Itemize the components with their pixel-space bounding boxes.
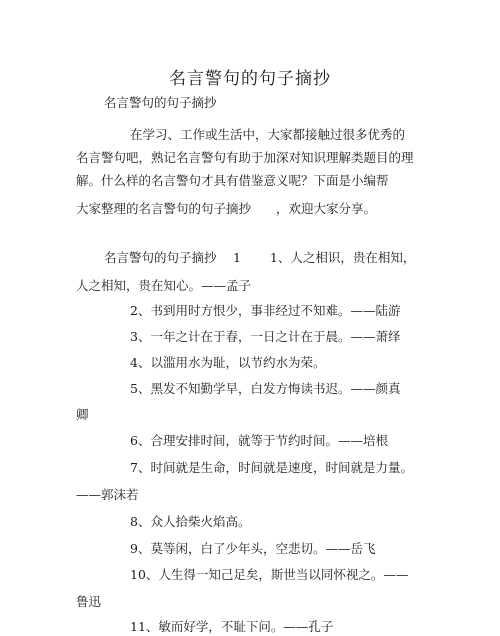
quote-line: 鲁迅 (76, 594, 102, 609)
quote-line: 8、众人拾柴火焰高。 (130, 514, 251, 529)
quote-line: 7、时间就是生命，时间就是速度，时间就是力量。 (130, 460, 413, 475)
quote-line: 2、书到用时方恨少，事非经过不知难。——陆游 (130, 303, 401, 318)
document-title: 名言警句的句子摘抄 (169, 69, 331, 89)
intro-line: 大家整理的名言警句的句子摘抄 ，欢迎大家分享。 (76, 201, 377, 216)
quote-line: 人之相知，贵在知心。——孟子 (76, 278, 252, 293)
quote-line: ——郭沫若 (76, 487, 139, 502)
document-subtitle: 名言警句的句子摘抄 (104, 95, 217, 110)
section-header: 名言警句的句子摘抄 1 1、人之相识，贵在相知， (104, 250, 416, 265)
intro-line: 解。什么样的名言警句才具有借鉴意义呢？下面是小编帮 (76, 173, 389, 188)
quote-line: 4、以滥用水为耻，以节约水为荣。 (130, 355, 326, 370)
quote-line: 9、莫等闲，白了少年头，空悲切。——岳飞 (130, 541, 376, 556)
quote-line: 5、黑发不知勤学早，白发方悔读书迟。——颜真 (130, 381, 401, 396)
quote-line: 3、一年之计在于春，一日之计在于晨。——萧绎 (130, 329, 401, 344)
quote-line: 卿 (76, 407, 89, 422)
intro-line: 名言警句吧，熟记名言警句有助于加深对知识理解类题目的理 (76, 150, 414, 165)
intro-line: 在学习、工作或生活中，大家都接触过很多优秀的 (130, 127, 406, 142)
quote-line: 11、敏而好学，不耻下问。——孔子 (130, 619, 334, 634)
quote-line: 6、合理安排时间，就等于节约时间。——培根 (130, 433, 388, 448)
quote-line: 10、人生得一知己足矣，斯世当以同怀视之。—— (130, 567, 409, 582)
